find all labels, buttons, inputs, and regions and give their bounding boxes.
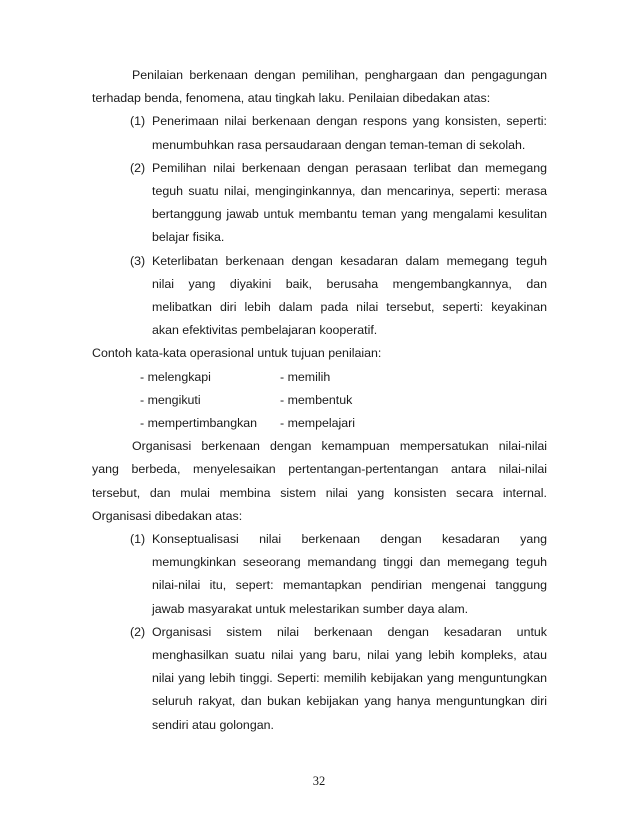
organisasi-item-1 <box>130 528 547 621</box>
keyword-left: - mengikuti <box>140 392 201 407</box>
item-text-line: memungkinkan seseorang memandang tinggi dan memegang teguh <box>152 555 547 570</box>
page-number: 32 <box>312 774 326 788</box>
organisasi-line-2: yang berbeda, menyelesaikan pertentangan-pertentangan antara nilai-nilai <box>92 462 547 477</box>
item-text-line: jawab masyarakat untuk melestarikan sumber daya alam. <box>152 601 469 616</box>
item-text-line: Organisasi sistem nilai berkenaan dengan kesadaran untuk <box>152 624 547 639</box>
item-number: (3) <box>130 253 146 268</box>
item-text-line: melibatkan diri lebih dalam pada nilai tersebut, seperti: keyakinan <box>152 300 547 315</box>
item-text-line: Konseptualisasi nilai berkenaan dengan kesadaran yang <box>152 532 547 547</box>
intro-line-2: terhadap benda, fenomena, atau tingkah laku. Penilaian dibedakan atas: <box>92 91 491 106</box>
item-text-line: menumbuhkan rasa persaudaraan dengan teman-teman di sekolah. <box>152 137 526 152</box>
item-text-line: nilai yang lebih tinggi. Seperti: memilih kebijakan yang menguntungkan <box>152 671 547 686</box>
keyword-right: - memilih <box>280 369 331 384</box>
keyword-row <box>140 366 547 389</box>
keyword-left: - melengkapi <box>140 369 211 384</box>
keyword-row <box>140 412 547 435</box>
item-text-line: bertanggung jawab untuk membantu teman yang mengalami kesulitan <box>152 207 547 222</box>
item-number: (2) <box>130 160 146 175</box>
intro-line-1: Penilaian berkenaan dengan pemilihan, penghargaan dan pengagungan <box>132 68 547 82</box>
organisasi-item-2 <box>130 621 547 737</box>
organisasi-line-3: tersebut, dan mulai membina sistem nilai yang konsisten secara internal. <box>92 485 547 500</box>
item-text-line: sendiri atau golongan. <box>152 717 274 732</box>
keyword-right: - mempelajari <box>280 416 356 431</box>
organisasi-line-1: Organisasi berkenaan dengan kemampuan mempersatukan nilai-nilai <box>132 439 547 454</box>
item-text-line: menghasilkan suatu nilai yang baru, nilai yang lebih kompleks, atau <box>152 648 547 663</box>
item-text-line: Keterlibatan berkenaan dengan kesadaran dalam memegang teguh <box>152 253 547 268</box>
item-text-line: teguh suatu nilai, menginginkannya, dan mencarinya, seperti: merasa <box>152 184 547 199</box>
organisasi-line-4: Organisasi dibedakan atas: <box>92 508 243 523</box>
item-number: (1) <box>130 532 146 547</box>
item-text-line: Pemilihan nilai berkenaan dengan perasaan terlibat dan memegang <box>152 160 547 175</box>
keyword-row <box>140 389 547 412</box>
contoh-heading: Contoh kata-kata operasional untuk tujuan penilaian: <box>92 346 382 361</box>
penilaian-item-1 <box>130 110 547 156</box>
item-number: (2) <box>130 624 146 639</box>
keyword-right: - membentuk <box>280 392 353 407</box>
document-page <box>92 64 547 737</box>
keyword-left: - mempertimbangkan <box>140 416 258 431</box>
item-text-line: Penerimaan nilai berkenaan dengan respons yang konsisten, seperti: <box>152 114 547 129</box>
penilaian-item-3 <box>130 250 547 343</box>
item-text-line: belajar fisika. <box>152 230 225 245</box>
item-text-line: seluruh rakyat, dan bukan kebijakan yang hanya menguntungkan diri <box>152 694 547 709</box>
item-text-line: akan efektivitas pembelajaran kooperatif. <box>152 323 378 338</box>
item-text-line: nilai-nilai itu, sepert: memantapkan pendirian mengenai tanggung <box>152 578 547 593</box>
item-number: (1) <box>130 114 146 129</box>
penilaian-item-2 <box>130 157 547 250</box>
item-text-line: nilai yang diyakini baik, berusaha mengembangkannya, dan <box>152 276 547 291</box>
